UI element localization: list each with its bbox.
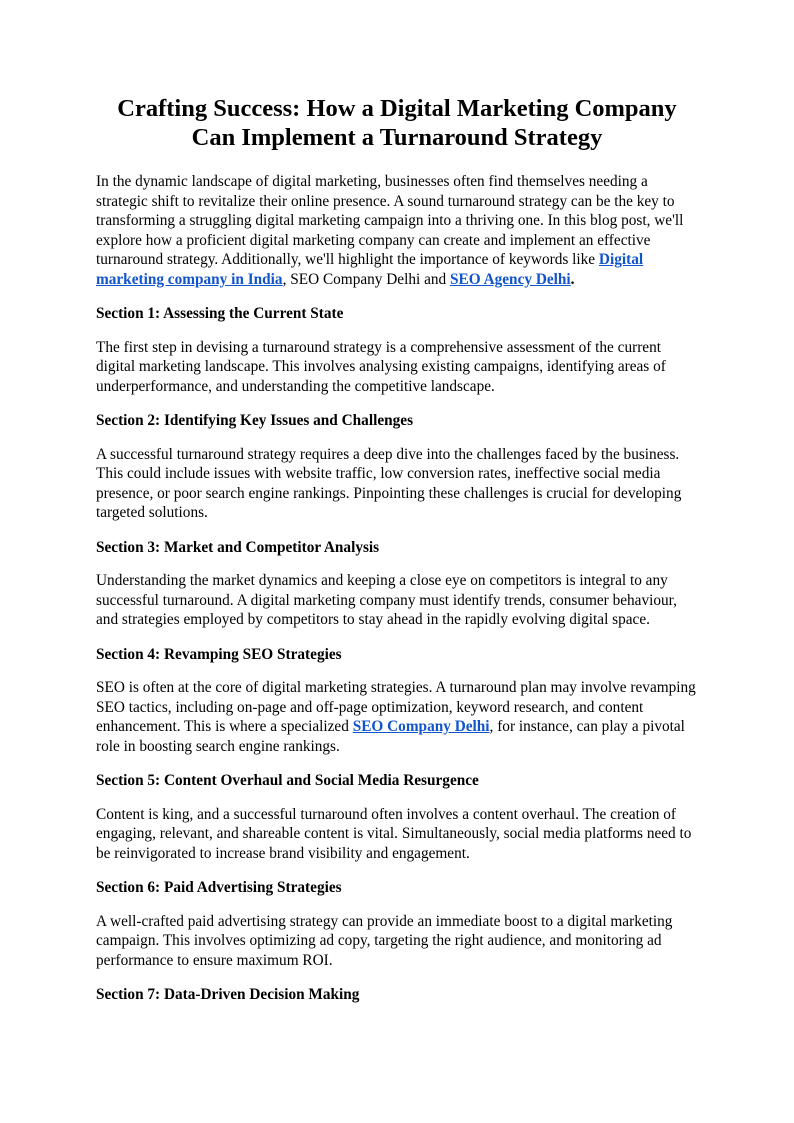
section-6-heading: Section 6: Paid Advertising Strategies — [96, 879, 342, 896]
section-3-heading: Section 3: Market and Competitor Analysis — [96, 538, 380, 556]
section-4-text: SEO is often at the core of digital marketing strategies. A turnaround plan may involve revamping SEO tactics, including on-page and off-page optimization, keyword research, and content enhancement. This is where a specialized — [96, 679, 696, 735]
digital-marketing-company-india-link[interactable]: Digital marketing company in India — [96, 251, 644, 288]
seo-company-delhi-link[interactable]: SEO Company Delhi — [352, 718, 490, 735]
section-7-heading: Section 7: Data-Driven Decision Making — [96, 986, 360, 1003]
intro-text-end: . — [570, 270, 575, 288]
section-5-body: Content is king, and a successful turnaround often involves a content overhaul. The creation of engaging, relevant, and shareable content is vital. Simultaneously, social media platforms need to be reinvigorated to increase brand visibility and engagement. — [96, 805, 692, 862]
page-title: Crafting Success: How a Digital Marketing Company Can Implement a Turnaround Strategy — [117, 95, 677, 151]
section-2-heading: Section 2: Identifying Key Issues and Challenges — [96, 412, 414, 429]
section-1-heading: Section 1: Assessing the Current State — [96, 305, 344, 322]
section-1-body: The first step in devising a turnaround strategy is a comprehensive assessment of the current digital marketing landscape. This involves analysing existing campaigns, identifying areas of underperformance, and understanding the competitive landscape. — [96, 338, 666, 395]
intro-paragraph — [96, 172, 698, 289]
section-4-body — [96, 678, 698, 756]
section-4-heading: Section 4: Revamping SEO Strategies — [96, 645, 342, 663]
section-6-body: A well-crafted paid advertising strategy can provide an immediate boost to a digital marketing campaign. This involves optimizing ad copy, targeting the right audience, and monitoring ad performance to ensure maximum ROI. — [96, 912, 673, 969]
section-3-body: Understanding the market dynamics and keeping a close eye on competitors is integral to any successful turnaround. A digital marketing company must identify trends, consumer behaviour, and strategies employed by competitors to stay ahead in the rapidly evolving digital space. — [96, 572, 677, 628]
document-page — [96, 94, 698, 1019]
section-2-body: A successful turnaround strategy requires a deep dive into the challenges faced by the business. This could include issues with website traffic, low conversion rates, ineffective social media presence, or poor search engine rankings. Pinpointing these challenges is crucial for developing targeted solutions. — [96, 445, 682, 521]
intro-text: In the dynamic landscape of digital marketing, businesses often find themselves needing a strategic shift to revitalize their online presence. A sound turnaround strategy can be the key to transforming a struggling digital marketing campaign into a thriving one. In this blog post, we'll explore how a proficient digital marketing company can create and implement an effective turnaround strategy. Additionally, we'll highlight the importance of keywords like — [96, 173, 684, 268]
seo-agency-delhi-link[interactable]: SEO Agency Delhi — [449, 270, 571, 288]
section-4-text-end: , for instance, can play a pivotal role in boosting search engine rankings. — [96, 718, 685, 755]
section-5-heading: Section 5: Content Overhaul and Social Media Resurgence — [96, 772, 479, 789]
intro-text-middle: , SEO Company Delhi and — [282, 270, 450, 288]
